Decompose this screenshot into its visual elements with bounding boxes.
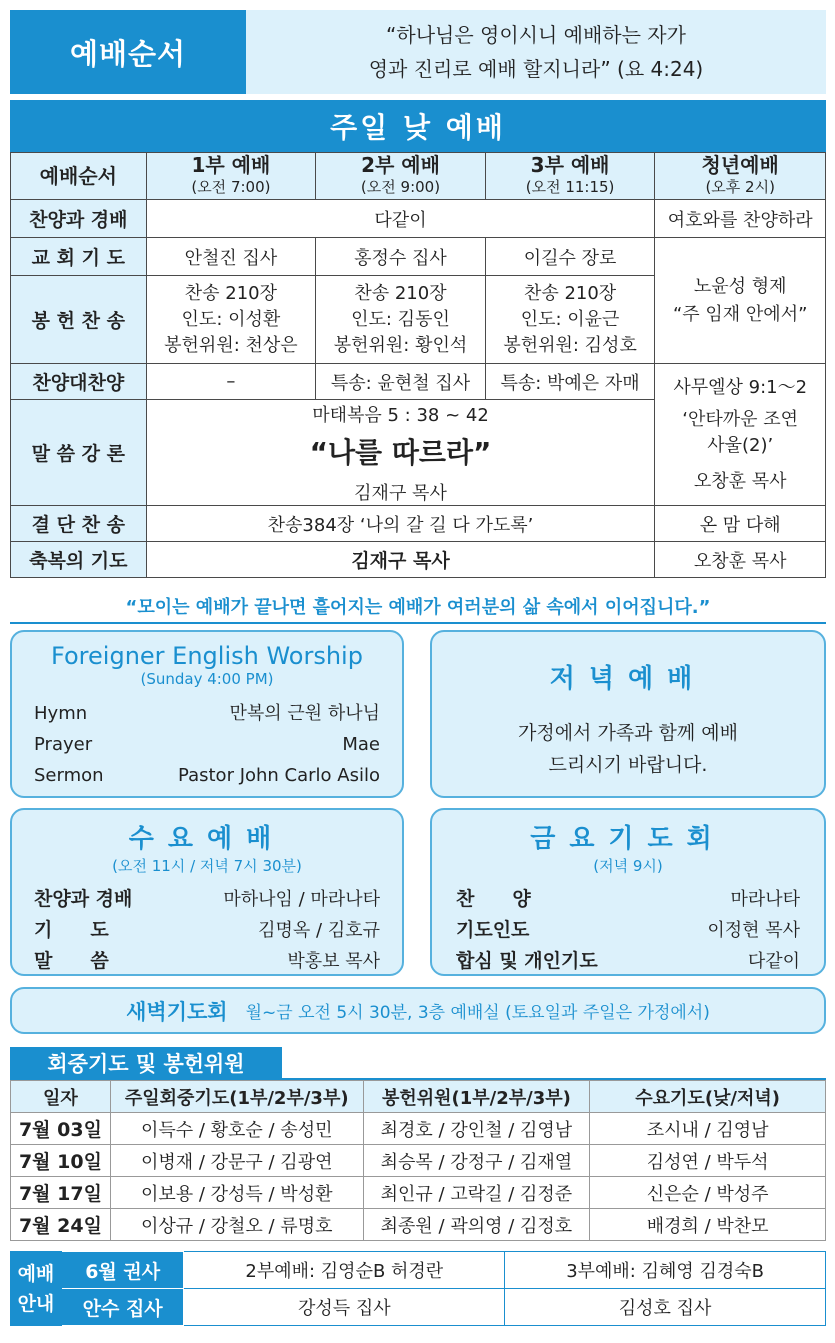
service-name: 3부 예배 <box>530 153 610 177</box>
youth-offering-line: 노윤성 형제 <box>693 275 787 297</box>
item-key: 찬 양 <box>456 888 531 910</box>
youth-offering <box>655 238 826 364</box>
item-key: 찬양과 경배 <box>34 888 133 910</box>
dawn-title: 새벽기도회 <box>126 999 228 1024</box>
prayer-cell: 이길수 장로 <box>485 238 655 276</box>
service-info-table <box>10 1251 826 1326</box>
table-header-row <box>11 153 826 200</box>
service-time: (오전 7:00) <box>191 178 271 196</box>
table-corner: 예배순서 <box>11 153 147 200</box>
column-header: 수요기도(낮/저녁) <box>590 1081 826 1113</box>
item-key: 합심 및 개인기도 <box>456 950 598 972</box>
row-label: 교 회 기 도 <box>11 238 147 276</box>
offering-line: 찬송 210장 <box>523 282 617 304</box>
info-side-label <box>11 1252 62 1326</box>
service-name: 2부 예배 <box>361 153 440 177</box>
table-cell: 이보용 / 강성득 / 박성환 <box>110 1177 363 1209</box>
item-value: 김명옥 / 김호규 <box>258 920 380 941</box>
table-cell: 7월 24일 <box>11 1209 111 1241</box>
youth-scripture: 사무엘상 9:1～2 <box>673 376 808 398</box>
item-key: Sermon <box>34 765 104 786</box>
motto: “모이는 예배가 끝나면 흩어지는 예배가 여러분의 삶 속에서 이어집니다.” <box>125 597 711 618</box>
sermon-preacher: 김재구 목사 <box>354 482 447 504</box>
offering-line: 봉헌위원: 황인석 <box>333 334 468 356</box>
service-header <box>655 153 826 200</box>
prayer-schedule-title: 회중기도 및 봉헌위원 <box>10 1047 282 1079</box>
row-label: 봉 헌 찬 송 <box>11 276 147 364</box>
item-value: 마하나임 / 마라나타 <box>223 889 380 910</box>
table-row <box>11 1113 826 1145</box>
item-value: 이정현 목사 <box>707 920 800 941</box>
table-row <box>11 364 826 400</box>
table-cell: 이득수 / 황호순 / 송성민 <box>110 1113 363 1145</box>
list-item <box>34 729 380 760</box>
evening-line: 가정에서 가족과 함께 예배 <box>517 722 738 744</box>
offering-line: 인도: 김동인 <box>351 308 450 330</box>
table-cell: 이상규 / 강철오 / 류명호 <box>110 1209 363 1241</box>
choir-cell: 특송: 박예은 자매 <box>485 364 655 400</box>
table-row <box>11 238 826 276</box>
sunday-banner: 주일 낮 예배 <box>10 100 826 152</box>
prayer-schedule-table <box>10 1080 826 1241</box>
service-name: 1부 예배 <box>191 153 271 177</box>
table-row <box>11 542 826 578</box>
evening-worship-title: 저녁예배 <box>549 664 707 694</box>
page-title: 예배순서 <box>10 10 246 94</box>
offering-cell <box>485 276 655 364</box>
info-row-label: 안수 집사 <box>61 1289 184 1326</box>
sermon-main <box>146 400 655 506</box>
sermon-scripture: 마태복음 5 : 38 ~ 42 <box>312 404 489 426</box>
column-header: 일자 <box>11 1081 111 1113</box>
table-cell: 신은순 / 박성주 <box>590 1177 826 1209</box>
quote-line: “하나님은 영이시니 예배하는 자가 <box>386 23 686 47</box>
friday-title: 금요기도회 <box>530 824 726 854</box>
column-header: 주일회중기도(1부/2부/3부) <box>110 1081 363 1113</box>
table-cell: 이병재 / 강문구 / 김광연 <box>110 1145 363 1177</box>
evening-worship-box <box>430 630 826 798</box>
praise-main: 다같이 <box>146 200 655 238</box>
offering-line: 인도: 이성환 <box>181 308 281 330</box>
blessing-youth: 오창훈 목사 <box>655 542 826 578</box>
youth-sermon <box>655 364 826 506</box>
item-key: Prayer <box>34 734 93 755</box>
sermon-title: “나를 따르라” <box>309 435 492 469</box>
list-item <box>34 884 380 915</box>
item-value: 박홍보 목사 <box>287 951 380 972</box>
hymn-youth: 온 맘 다해 <box>655 506 826 542</box>
friday-time: (저녁 9시) <box>593 857 663 875</box>
table-row <box>11 1289 826 1326</box>
table-row <box>11 1252 826 1289</box>
info-side-line: 안내 <box>17 1292 55 1315</box>
wednesday-title: 수요예배 <box>128 824 286 854</box>
evening-line: 드리시기 바랍니다. <box>548 754 708 776</box>
prayer-cell: 안철진 집사 <box>146 238 316 276</box>
info-row-label: 6월 권사 <box>61 1252 184 1289</box>
service-name: 청년예배 <box>701 153 779 177</box>
divider <box>10 622 826 624</box>
table-row <box>11 1177 826 1209</box>
offering-line: 인도: 이윤근 <box>520 308 620 330</box>
youth-preacher: 오창훈 목사 <box>693 470 787 492</box>
english-worship-title: Foreigner English Worship <box>51 642 363 670</box>
table-cell: 김성연 / 박두석 <box>590 1145 826 1177</box>
list-item <box>456 946 800 977</box>
row-label: 찬양대찬양 <box>11 364 147 400</box>
offering-cell <box>316 276 486 364</box>
english-worship-time: (Sunday 4:00 PM) <box>140 670 274 688</box>
list-item <box>34 698 380 729</box>
table-cell: 최승목 / 강정구 / 김재열 <box>363 1145 590 1177</box>
service-header <box>485 153 655 200</box>
youth-offering-line: “주 임재 안에서” <box>672 303 808 325</box>
header-quote <box>246 10 826 94</box>
item-value: 마라나타 <box>730 889 800 910</box>
quote-line: 영과 진리로 예배 할지니라” (요 4:24) <box>368 57 704 81</box>
table-cell: 최종원 / 곽의영 / 김정호 <box>363 1209 590 1241</box>
list-item <box>34 946 380 977</box>
item-key: 말 씀 <box>34 950 109 972</box>
service-header <box>316 153 486 200</box>
table-row <box>11 200 826 238</box>
list-item <box>456 915 800 946</box>
item-value: Mae <box>342 734 380 755</box>
service-time: (오전 9:00) <box>360 178 441 196</box>
info-side-line: 예배 <box>17 1262 55 1285</box>
table-cell: 7월 03일 <box>11 1113 111 1145</box>
service-header <box>146 153 316 200</box>
table-row <box>11 1145 826 1177</box>
table-row <box>11 506 826 542</box>
table-row <box>11 1209 826 1241</box>
wednesday-worship-box <box>10 808 404 976</box>
item-value: 만복의 근원 하나님 <box>229 703 380 724</box>
offering-cell <box>146 276 316 364</box>
row-label: 결 단 찬 송 <box>11 506 147 542</box>
item-key: 기 도 <box>34 919 109 941</box>
prayer-cell: 홍정수 집사 <box>316 238 486 276</box>
english-worship-box <box>10 630 404 798</box>
service-time: (오후 2시) <box>705 178 775 196</box>
offering-line: 찬송 210장 <box>184 282 278 304</box>
item-value: Pastor John Carlo Asilo <box>178 765 380 786</box>
table-cell: 최경호 / 강인철 / 김영남 <box>363 1113 590 1145</box>
table-header-row <box>11 1081 826 1113</box>
table-cell: 최인규 / 고락길 / 김정준 <box>363 1177 590 1209</box>
list-item <box>34 760 380 791</box>
offering-line: 봉헌위원: 천상은 <box>164 334 298 356</box>
row-label: 찬양과 경배 <box>11 200 147 238</box>
row-label: 축복의 기도 <box>11 542 147 578</box>
table-cell: 조시내 / 김영남 <box>590 1113 826 1145</box>
wednesday-time: (오전 11시 / 저녁 7시 30분) <box>112 857 302 875</box>
column-header: 봉헌위원(1부/2부/3부) <box>363 1081 590 1113</box>
offering-line: 봉헌위원: 김성호 <box>503 334 637 356</box>
table-cell: 배경희 / 박찬모 <box>590 1209 826 1241</box>
choir-cell: 특송: 윤현철 집사 <box>316 364 486 400</box>
service-time: (오전 11:15) <box>525 178 615 196</box>
youth-sermon-title: 사울(2)’ <box>707 434 774 456</box>
table-cell: 7월 17일 <box>11 1177 111 1209</box>
table-cell: 2부예배: 김영순B 허경란 <box>184 1252 505 1289</box>
praise-youth: 여호와를 찬양하라 <box>655 200 826 238</box>
item-value: 다같이 <box>747 951 800 972</box>
choir-cell: – <box>146 364 316 400</box>
item-key: Hymn <box>34 703 88 724</box>
sunday-service-table <box>10 152 826 578</box>
item-key: 기도인도 <box>456 919 530 941</box>
list-item <box>456 884 800 915</box>
friday-prayer-box <box>430 808 826 976</box>
row-label: 말 씀 강 론 <box>11 400 147 506</box>
offering-line: 찬송 210장 <box>354 282 447 304</box>
hymn-main: 찬송384장 ‘나의 갈 길 다 가도록’ <box>146 506 655 542</box>
list-item <box>34 915 380 946</box>
dawn-prayer-box <box>10 987 826 1034</box>
blessing-main: 김재구 목사 <box>146 542 655 578</box>
table-cell: 3부예배: 김혜영 김경숙B <box>505 1252 826 1289</box>
table-cell: 7월 10일 <box>11 1145 111 1177</box>
table-cell: 김성호 집사 <box>505 1289 826 1326</box>
dawn-text: 월~금 오전 5시 30분, 3층 예배실 (토요일과 주일은 가정에서) <box>245 1003 710 1023</box>
youth-sermon-title: ‘안타까운 조연 <box>682 408 799 430</box>
table-cell: 강성득 집사 <box>184 1289 505 1326</box>
